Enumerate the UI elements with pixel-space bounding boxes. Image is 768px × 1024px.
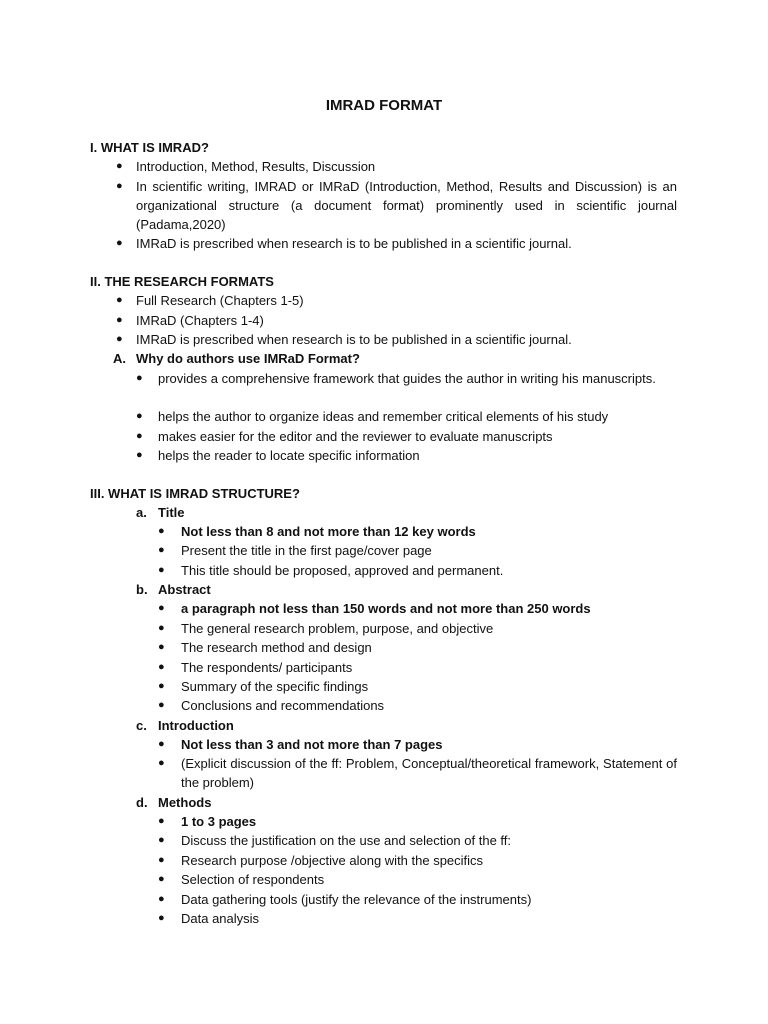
list-item: IMRaD is prescribed when research is to be published in a scientific journal. [136,332,572,347]
bullet-icon: ● [158,815,165,827]
list-item: helps the reader to locate specific information [158,448,420,463]
list-item: IMRaD (Chapters 1-4) [136,313,264,328]
list-item: a paragraph not less than 150 words and not more than 250 words [181,601,591,616]
subsection-heading: Introduction [158,718,234,733]
section-1-heading: I. WHAT IS IMRAD? [90,140,209,155]
list-item: The general research problem, purpose, and objective [181,621,494,636]
bullet-icon: ● [136,430,143,442]
bullet-icon: ● [136,449,143,461]
list-item: Not less than 3 and not more than 7 pages [181,737,443,752]
list-item: Present the title in the first page/cover page [181,543,432,558]
document-title: IMRAD FORMAT [325,97,443,114]
bullet-icon: ● [158,661,165,673]
subsection-marker: a. [136,505,147,520]
subsection-heading: Why do authors use IMRaD Format? [136,351,360,366]
list-item: Data gathering tools (justify the relevance of the instruments) [181,892,532,907]
list-item: 1 to 3 pages [181,814,257,829]
list-item: This title should be proposed, approved and permanent. [181,563,504,578]
list-item: Data analysis [181,911,260,926]
subsection-marker: A. [113,351,126,366]
list-item: Discuss the justification on the use and selection of the ff: [181,833,512,848]
bullet-icon: ● [158,544,165,556]
list-item: Selection of respondents [181,872,325,887]
bullet-icon: ● [158,680,165,692]
subsection-marker: b. [136,582,148,597]
list-item: provides a comprehensive framework that guides the author in writing his manuscripts. [158,371,656,386]
bullet-icon: ● [136,372,143,384]
list-item: (Explicit discussion of the ff: Problem, Conceptual/theoretical framework, Statement of the problem) [181,756,677,790]
list-item: helps the author to organize ideas and remember critical elements of his study [158,409,609,424]
list-item: Research purpose /objective along with the specifics [181,853,484,868]
bullet-icon: ● [158,912,165,924]
bullet-icon: ● [116,314,123,326]
bullet-icon: ● [158,873,165,885]
subsection-marker: c. [136,718,147,733]
subsection-heading: Abstract [158,582,211,597]
subsection-marker: d. [136,795,148,810]
bullet-icon: ● [158,834,165,846]
list-item: Not less than 8 and not more than 12 key words [181,524,476,539]
bullet-icon: ● [158,893,165,905]
list-item: Introduction, Method, Results, Discussion [136,159,376,174]
list-item: Full Research (Chapters 1-5) [136,293,304,308]
bullet-icon: ● [158,757,165,769]
list-item: IMRaD is prescribed when research is to be published in a scientific journal. [136,236,572,251]
list-item: Conclusions and recommendations [181,698,385,713]
bullet-icon: ● [116,294,123,306]
bullet-icon: ● [158,525,165,537]
bullet-icon: ● [158,641,165,653]
list-item: Summary of the specific findings [181,679,369,694]
bullet-icon: ● [116,180,123,192]
subsection-heading: Title [158,505,185,520]
bullet-icon: ● [158,699,165,711]
section-3-heading: III. WHAT IS IMRAD STRUCTURE? [90,486,300,501]
bullet-icon: ● [158,854,165,866]
section-2-heading: II. THE RESEARCH FORMATS [90,274,274,289]
bullet-icon: ● [158,602,165,614]
list-item: The respondents/ participants [181,660,353,675]
bullet-icon: ● [116,237,123,249]
list-item: The research method and design [181,640,372,655]
list-item: In scientific writing, IMRAD or IMRaD (Introduction, Method, Results and Discussion) is an organizational structure (a document format) prominently used in scientific journal (Padama,2020) [136,179,677,232]
bullet-icon: ● [158,564,165,576]
subsection-heading: Methods [158,795,212,810]
list-item: makes easier for the editor and the reviewer to evaluate manuscripts [158,429,553,444]
bullet-icon: ● [116,160,123,172]
bullet-icon: ● [158,622,165,634]
bullet-icon: ● [136,410,143,422]
bullet-icon: ● [158,738,165,750]
bullet-icon: ● [116,333,123,345]
